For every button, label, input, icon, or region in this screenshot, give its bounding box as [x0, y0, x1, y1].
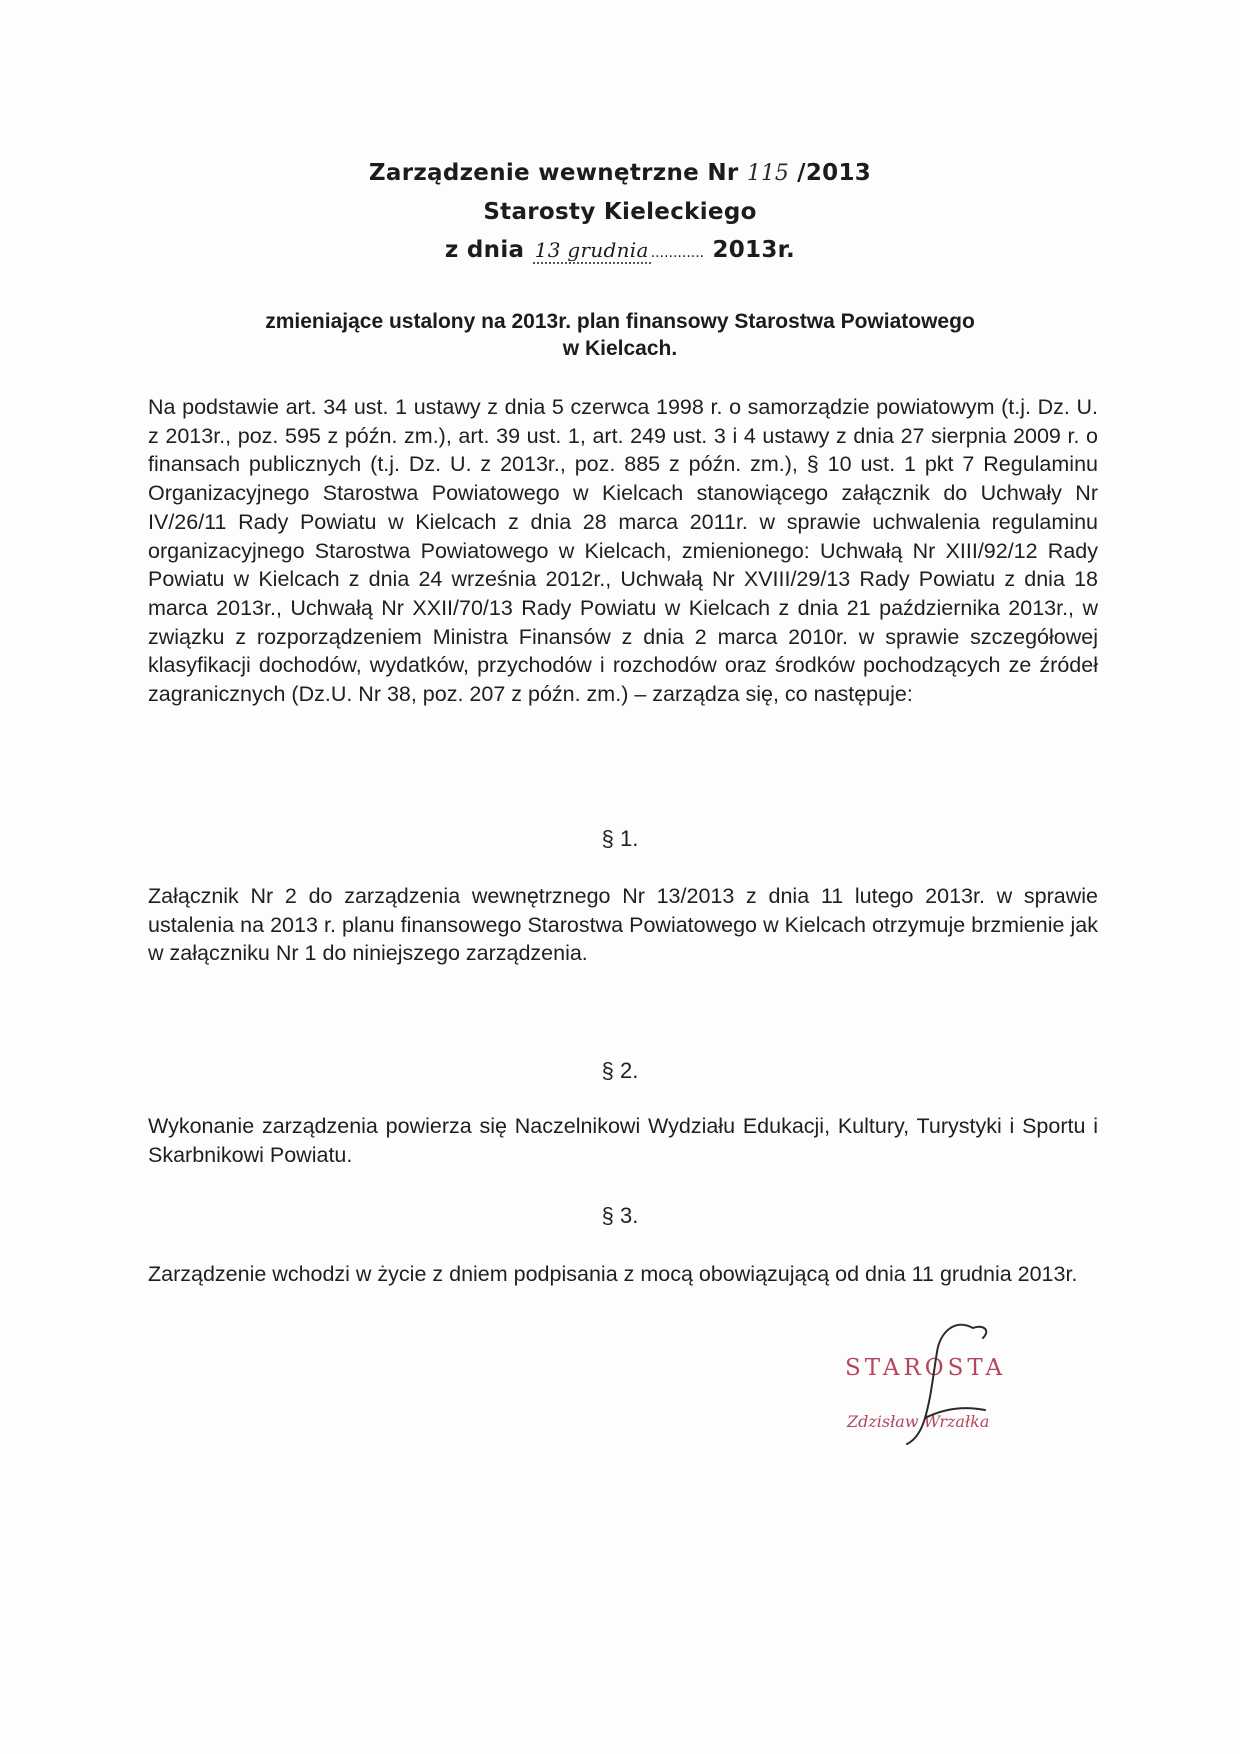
handwritten-signature	[845, 1310, 1075, 1450]
subject-line-1: zmieniające ustalony na 2013r. plan finansowy Starostwa Powiatowego	[265, 310, 975, 333]
legal-basis-paragraph: Na podstawie art. 34 ust. 1 ustawy z dnia 5 czerwca 1998 r. o samorządzie powiatowym (t.j. Dz. U. z 2013r., poz. 595 z późn. zm.), art. 39 ust. 1, art. 249 ust. 3 i 4 ustawy z dnia 27 sierpnia 2009 r. o finansach publicznych (t.j. Dz. U. z 2013r., poz. 885 z późn. zm.), § 10 ust. 1 pkt 7 Regulaminu Organizacyjnego Starostwa Powiatowego w Kielcach stanowiącego załącznik do Uchwały Nr IV/26/11 Rady Powiatu w Kielcach z dnia 28 marca 2011r. w sprawie uchwalenia regulaminu organizacyjnego Starostwa Powiatowego w Kielcach, zmienionego: Uchwałą Nr XIII/92/12 Rady Powiatu w Kielcach z dnia 24 września 2012r., Uchwałą Nr XVIII/29/13 Rady Powiatu z dnia 18 marca 2013r., Uchwałą Nr XXII/70/13 Rady Powiatu w Kielcach z dnia 21 października 2013r., w związku z rozporządzeniem Ministra Finansów z dnia 2 marca 2010r. w sprawie szczegółowej klasyfikacji dochodów, wydatków, przychodów i rozchodów oraz środków pochodzących ze źródeł zagranicznych (Dz.U. Nr 38, poz. 207 z późn. zm.) – zarządza się, co następuje:	[148, 395, 1098, 707]
handwritten-order-number: 115	[746, 161, 789, 186]
subject-line-2: w Kielcach.	[562, 337, 678, 360]
section-3-text: Zarządzenie wchodzi w życie z dniem podpisania z mocą obowiązującą od dnia 11 grudnia 2013r.	[148, 1262, 1078, 1286]
stamp-name: Zdzisław Wrzałka	[847, 1412, 990, 1431]
document-subject	[140, 308, 1100, 362]
section-1-text: Załącznik Nr 2 do zarządzenia wewnętrznego Nr 13/2013 z dnia 11 lutego 2013r. w sprawie ustalenia na 2013 r. planu finansowego Starostwa Powiatowego w Kielcach otrzymuje brzmienie jak w załączniku Nr 1 do niniejszego zarządzenia.	[148, 884, 1098, 966]
section-2-heading: § 2.	[601, 1058, 639, 1083]
issuer-line: Starosty Kieleckiego	[483, 199, 757, 225]
title-prefix: Zarządzenie wewnętrzne Nr	[368, 160, 739, 186]
date-line	[0, 237, 1240, 263]
title-year: /2013	[797, 160, 872, 186]
stamp-title: STAROSTA	[845, 1355, 1007, 1381]
date-dots: ............	[650, 245, 705, 261]
date-prefix: z dnia	[444, 237, 525, 263]
document-title	[0, 160, 1240, 186]
official-stamp	[845, 1310, 1075, 1450]
section-1-heading: § 1.	[601, 826, 639, 851]
date-year: 2013r.	[712, 237, 796, 263]
section-2-text: Wykonanie zarządzenia powierza się Naczelnikowi Wydziału Edukacji, Kultury, Turystyki i Sportu i Skarbnikowi Powiatu.	[148, 1114, 1098, 1167]
handwritten-date: 13 grudnia	[534, 238, 649, 262]
section-3-heading: § 3.	[601, 1203, 639, 1228]
